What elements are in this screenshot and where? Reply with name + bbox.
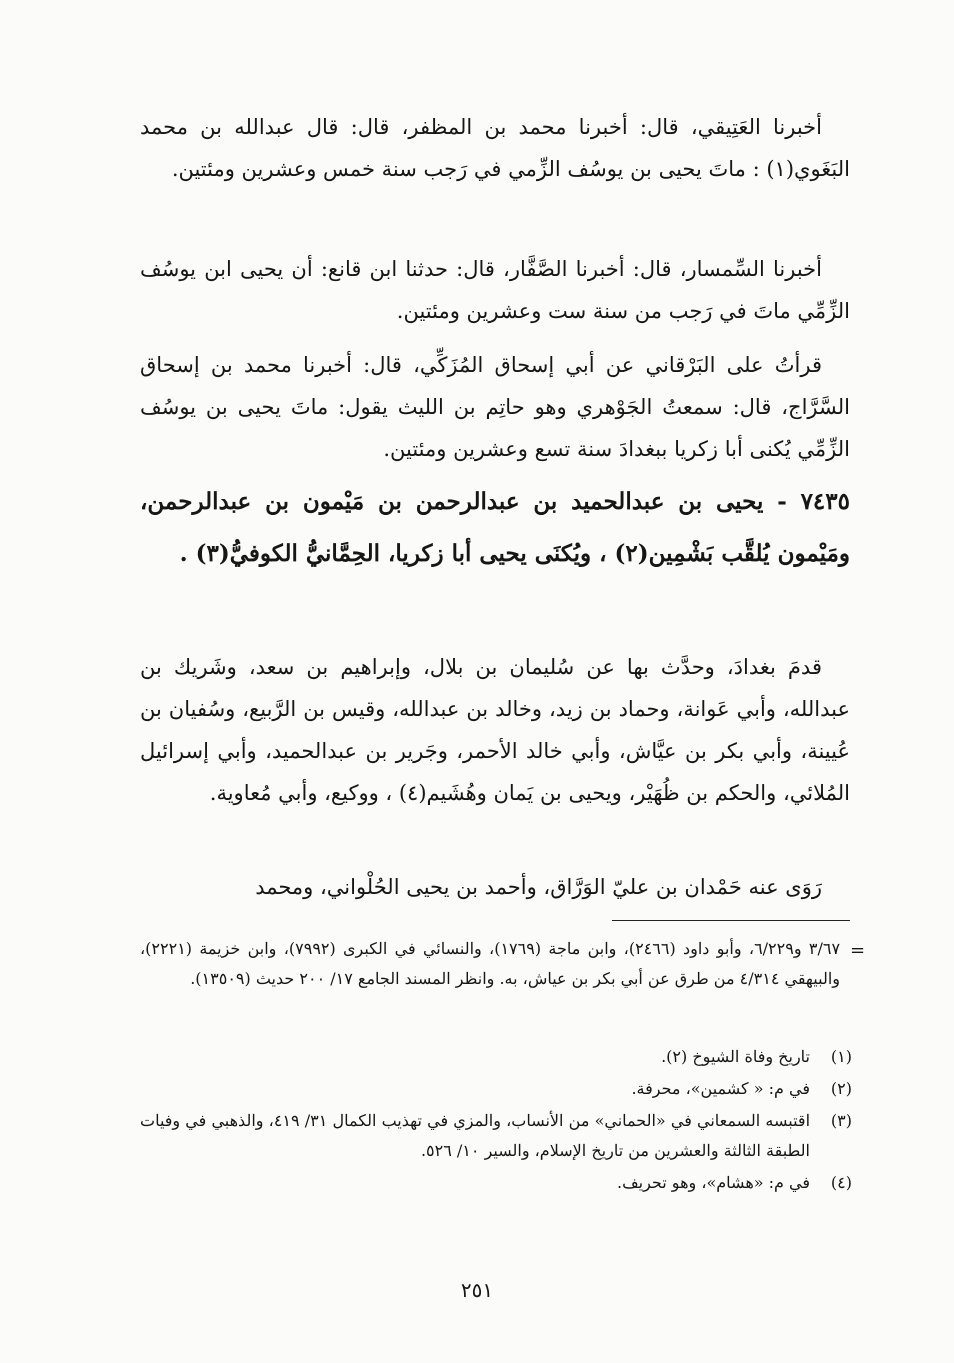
paragraph-3-text: قرأتُ على البَرْقاني عن أبي إسحاق المُزَكِّي، قال: أخبرنا محمد بن إسحاق السَّرَّاج، قال: سمعتُ الجَوْهري وهو حاتِم بن الليث يقول: ماتَ يحيى بن يوسُف الزِّمِّي يُكنى أبا زكريا ببغدادَ سنة تسع وعشرين ومئتين.: [140, 353, 850, 461]
paragraph-2-text: أخبرنا السِّمسار، قال: أخبرنا الصَّفَّار، قال: حدثنا ابن قانع: أن يحيى ابن يوسُف الزِّمِّي ماتَ في رَجب من سنة ست وعشرين ومئتين.: [140, 257, 850, 323]
paragraph-3: [140, 344, 850, 470]
footnote-text: في م: «هشام»، وهو تحريف.: [617, 1173, 810, 1192]
footnote-text: اقتبسه السمعاني في «الحماني» من الأنساب، والمزي في تهذيب الكمال ٣١/ ٤١٩، والذهبي في وفيات الطبقة الثالثة والعشرين من تاريخ الإسلام، والسير ١٠/ ٥٢٦.: [140, 1111, 811, 1160]
footnote-number: (١): [830, 1047, 852, 1066]
footnote-number: (٢): [830, 1079, 852, 1098]
footnote-text: في م: « كشمين»، محرفة.: [631, 1079, 810, 1098]
paragraph-5-text: رَوَى عنه حَمْدان بن عليّ الوَرَّاق، وأحمد بن يحيى الحُلْواني، ومحمد: [255, 875, 822, 899]
footnote-list: [140, 1042, 852, 1200]
footnote-continuation-mark: =: [850, 940, 866, 961]
footnote-continuation: ٣/٦٧ و٦/٢٢٩، وأبو داود (٢٤٦٦)، وابن ماجة (١٧٦٩)، والنسائي في الكبرى (٧٩٩٢)، وابن خزيمة (٢٢٢١)، والبيهقي ٤/٣١٤ من طرق عن أبي بكر بن عياش، به. وانظر المسند الجامع ١٧/ ٢٠٠ حديث (١٣٥٠٩).: [140, 939, 841, 988]
paragraph-1-text: أخبرنا العَتِيقي، قال: أخبرنا محمد بن المظفر، قال: قال عبدالله بن محمد البَغَوي(١) : ماتَ يحيى بن يوسُف الزِّمي في رَجب سنة خمس وعشرين ومئتين.: [140, 115, 850, 181]
footnote-divider: [612, 920, 850, 921]
footnote-item: [140, 1074, 852, 1104]
paragraph-4: [140, 646, 850, 814]
footnote-item: [140, 1106, 852, 1166]
paragraph-1: [140, 106, 850, 190]
footnote-item: [140, 1168, 852, 1198]
paragraph-4-text: قدمَ بغدادَ، وحدَّث بها عن سُليمان بن بلال، وإبراهيم بن سعد، وشَريك بن عبدالله، وأبي عَوانة، وحماد بن زيد، وخالد بن عبدالله، وقيس بن الرَّبيع، وسُفيان بن عُيينة، وأبي بكر بن عيَّاش، وأبي خالد الأحمر، وجَرير بن عبدالحميد، وأبي إسرائيل المُلائي، والحكم بن ظُهَيْر، ويحيى بن يَمان وهُشَيم(٤) ، ووكيع، وأبي مُعاوية.: [140, 655, 850, 805]
footnote-item: [140, 1042, 852, 1072]
paragraph-2: [140, 248, 850, 332]
footnote-text: تاريخ وفاة الشيوخ (٢).: [661, 1047, 810, 1066]
footnote-number: (٣): [830, 1111, 852, 1130]
footnote-number: (٤): [830, 1173, 852, 1192]
page-number: ٢٥١: [460, 1278, 494, 1302]
entry-heading: ٧٤٣٥ - يحيى بن عبدالحميد بن عبدالرحمن بن مَيْمون بن عبدالرحمن، ومَيْمون يُلقَّب بَشْمِين(٢) ، ويُكنَى يحيى أبا زكريا، الحِمَّانيُّ الكوفيُّ(٣) .: [140, 488, 850, 567]
paragraph-5: [140, 866, 850, 908]
